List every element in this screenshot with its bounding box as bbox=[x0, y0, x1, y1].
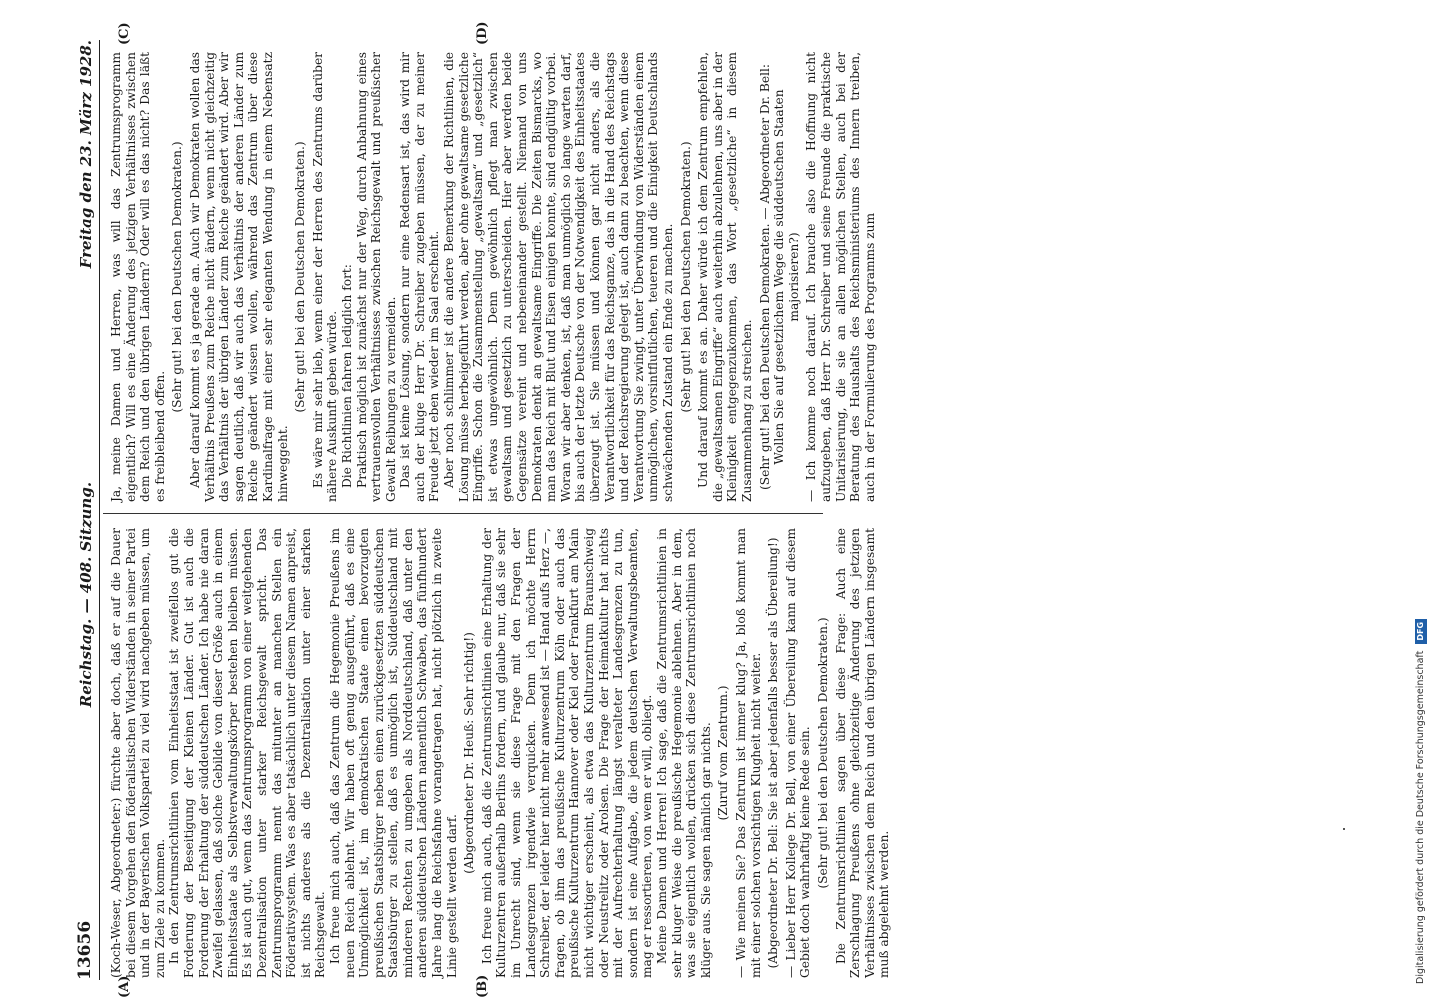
left-column-paragraph: Ich freue mich auch, daß die Zentrumsrichtlinien eine Erhaltung der Kulturzentren außerhalb Berlins fordern, und glaube nur, daß sie sehr im Unrecht sind, wenn sie diese Frage mit den Fragen der Landesgrenzen irgendwie verquicken. Denn ich möchte Herrn Schreiber, der leider hier nicht mehr anwesend ist — Hand aufs Herz —, fragen, ob ihm das preußische Kulturzentrum Köln oder auch das preußische Kulturzentrum Hannover oder Kiel oder Frankfurt am Main nicht wichtiger erscheint, als etwa das Kulturzentrum Braunschweig oder Neustrelitz oder Arolsen. Die Frage der Heimatkultur hat nichts mit der Aufrechterhaltung längst veralteter Landesgrenzen zu tun, sondern ist eine Aufgabe, die jedem deutschen Verwaltungsbeamten, mag er ressortieren, von wem er will, obliegt. bbox=[479, 528, 655, 978]
header-rule bbox=[99, 40, 100, 980]
right-column-paragraph: (Sehr gut! bei den Deutschen Demokraten.) bbox=[170, 141, 185, 413]
digitization-note bbox=[1410, 0, 1432, 1000]
margin-marker-a: (A) bbox=[117, 975, 132, 998]
dfg-logo: DFG bbox=[1415, 619, 1427, 644]
left-column-paragraph: — Lieber Herr Kollege Dr. Bell, von einer Übereilung kann auf diesem Gebiet doch wahrhaftig keine Rede sein. bbox=[783, 528, 813, 978]
left-column-paragraph: (Abgeordneter Dr. Heuß: Sehr richtig!) bbox=[462, 632, 477, 874]
right-column bbox=[109, 52, 877, 502]
right-column-paragraph: Und darauf kommt es an. Daher würde ich dem Zentrum empfehlen, die „gewaltsamen Eingriffe“ auch weiterhin abzulehnen, uns aber in der Kleinigkeit entgegenzukommen, das Wort „gesetzliche“ in diesem Zusammenhang zu streichen. bbox=[696, 52, 754, 502]
margin-marker-d: (D) bbox=[475, 21, 490, 45]
right-column-paragraph: Praktisch möglich ist zunächst nur der Weg, durch Anbahnung eines vertrauensvollen Verhältnisses zwischen Reichsgewalt und preußischer Gewalt Reibungen zu vermeiden. bbox=[354, 52, 398, 502]
margin-marker-c: (C) bbox=[117, 22, 132, 45]
digitization-text: Digitalisierung gefördert durch die Deutsche Forschungsgemeinschaft bbox=[1415, 650, 1426, 984]
right-column-paragraph: Aber darauf kommt es ja gerade an. Auch wir Demokraten wollen das Verhältnis Preußens zum Reiche nicht ändern, wenn nicht gleichzeitig das Verhältnis der übrigen Länder zum Reiche geändert wird. Aber wir sagen deutlich, daß wir auch das Verhältnis der anderen Länder zum Reiche geändert wissen wollen, während das Zentrum über diese Kardinalfrage mit einer sehr eleganten Wendung in einem Nebensatz hinweggeht. bbox=[187, 52, 290, 502]
column-divider bbox=[103, 513, 823, 514]
left-column-paragraph: (Koch-Weser, Abgeordneter:) fürchte aber doch, daß er auf die Dauer bei diesem Vorgehen den föderalistischen Widerständen in seiner Partei und in der Bayerischen Volkspartei zu viel wird nachgeben müssen, um zum Ziele zu kommen. bbox=[109, 528, 167, 978]
left-column-paragraph: Die Zentrumsrichtlinien sagen über diese Frage: Auch eine Zerschlagung Preußens ohne gleichzeitige Änderung des jetzigen Verhältnisses zwischen dem Reich und den übrigen Ländern insgesamt muß abgelehnt werden. bbox=[833, 528, 892, 978]
page bbox=[55, 20, 892, 1000]
left-column bbox=[109, 528, 892, 978]
left-column-paragraph: Meine Damen und Herren! Ich sage, daß die Zentrumsrichtlinien in sehr kluger Weise die preußische Hegemonie ablehnen. Aber in dem, was sie eigentlich wollen, drücken sich diese Zentrumsrichtlinien noch klüger aus. Sie sagen nämlich gar nichts. bbox=[654, 528, 713, 978]
header-title: Reichstag. — 408. Sitzung. bbox=[77, 481, 95, 708]
page-number: 13656 bbox=[75, 920, 95, 980]
scan-speck bbox=[1343, 828, 1345, 830]
left-column-paragraph: (Sehr gut! bei den Deutschen Demokraten.) bbox=[815, 617, 830, 889]
right-column-paragraph: (Sehr gut! bei den Deutschen Demokraten.) bbox=[293, 141, 308, 413]
right-column-paragraph: Das ist keine Lösung, sondern nur eine Redensart ist, das wird mir auch der kluge Herr Dr. Schreiber zugeben müssen, der zu meiner Freude jetzt eben wieder im Saal erscheint. bbox=[398, 52, 442, 502]
running-header bbox=[67, 40, 95, 980]
margin-marker-b: (B) bbox=[475, 974, 490, 998]
right-column-paragraph: — Ich komme noch darauf. Ich brauche also die Hoffnung nicht aufzugeben, daß Herr Dr. Schreiber und seine Freunde die praktische Unitarisierung, die sie an allen möglichen Stellen, auch bei der Beratung des Haushalts des Reichsministeriums des Innern treiben, auch in der Formulierung des Programms zum bbox=[804, 52, 877, 502]
left-column-paragraph: In den Zentrumsrichtlinien vom Einheitsstaat ist zweifellos gut die Forderung der Beseitigung der Kleinen Länder. Gut ist auch die Forderung der Erhaltung der süddeutschen Länder. Ich habe nie daran Zweifel gelassen, daß solche Gebilde von dieser Größe auch in einem Einheitsstaate als Selbstverwaltungskörper bestehen bleiben müssen. Es ist auch gut, wenn das Zentrumsprogramm von einer weitgehenden Dezentralisation unter starker Reichsgewalt spricht. Das Zentrumsprogramm nennt das mitunter an manchen Stellen ein Föderativsystem. Was es aber tatsächlich unter diesem Namen anpreist, ist nichts anderes als die Dezentralisation unter einer starken Reichsgewalt. bbox=[167, 528, 328, 978]
right-column-paragraph: (Sehr gut! bei den Deutschen Demokraten.) bbox=[678, 141, 693, 413]
right-column-paragraph: Die Richtlinien fahren lediglich fort: bbox=[339, 264, 354, 488]
right-column-paragraph: Aber noch schlimmer ist die andere Bemerkung der Richtlinien, die Lösung müsse herbeigeführt werden, aber ohne gewaltsame gesetzliche Eingriffe. Schon die Zusammenstellung „gewaltsam“ und „gesetzlich“ ist etwas ungewöhnlich. Denn gewöhnlich pflegt man zwischen gewaltsam und gesetzlich zu unterscheiden. Hier aber werden beide Gegensätze vereint und nebeneinander gestellt. Niemand von uns Demokraten denkt an gewaltsame Eingriffe. Die Zeiten Bismarcks, wo man das Reich mit Blut und Eisen einigen konnte, sind endgültig vorbei. Woran wir aber denken, ist, daß man unmöglich so lange warten darf, bis auch der letzte Deutsche von der Notwendigkeit des Einheitsstaates überzeugt ist. Sie müssen und können gar nicht anders, als die Verantwortlichkeit für das Reichsganze, das in die Hand des Reichstags und der Reichsregierung gelegt ist, auch dann zu beachten, wenn diese Verantwortung Sie zwingt, unter Überwindung von Widerständen einem unmöglichen, vorsintflutlichen, teueren und die Einigkeit Deutschlands schwächenden Zustand ein Ende zu machen. bbox=[442, 52, 675, 502]
right-column-paragraph: (Sehr gut! bei den Deutschen Demokraten. — Abgeordneter Dr. Bell: Wollen Sie auf gesetzlichem Wege die süddeutschen Staaten majorisieren?) bbox=[757, 64, 801, 490]
left-column-paragraph: (Zuruf vom Zentrum.) bbox=[716, 685, 731, 821]
left-column-paragraph: Ich freue mich auch, daß das Zentrum die Hegemonie Preußens im neuen Reich ablehnt. Wir haben oft genug ausgeführt, daß es eine Unmöglichkeit ist, im demokratischen Staate einen bevorzugten preußischen Staatsbürger neben einen zurückgesetzten süddeutschen Staatsbürger zu stellen, daß es unmöglich ist, Süddeutschland mit minderen Rechten zu umgeben als Norddeutschland, daß unter den anderen süddeutschen Ländern namentlich Schwaben, das fünfhundert Jahre lang die Reichsfahne vorangetragen hat, nicht plötzlich in zweite Linie gestellt werden darf. bbox=[327, 528, 459, 978]
right-column-paragraph: Es wäre mir sehr lieb, wenn einer der Herren des Zentrums darüber nähere Auskunft geben würde. bbox=[310, 52, 340, 502]
header-date: Freitag den 23. März 1928. bbox=[77, 40, 95, 269]
left-column-paragraph: (Abgeordneter Dr. Bell: Sie ist aber jedenfalls besser als Übereilung!) bbox=[766, 537, 781, 969]
right-column-paragraph: Ja, meine Damen und Herren, was will das Zentrumsprogramm eigentlich? Will es eine Änderung des jetzigen Verhältnisses zwischen dem Reich und den übrigen Ländern? Oder will es das nicht? Das läßt es freibleibend offen. bbox=[109, 52, 167, 502]
rotated-page bbox=[55, 20, 892, 1000]
left-column-paragraph: — Wie meinen Sie? Das Zentrum ist immer klug? Ja, bloß kommt man mit einer solchen vorsichtigen Klugheit nicht weiter. bbox=[733, 528, 763, 978]
